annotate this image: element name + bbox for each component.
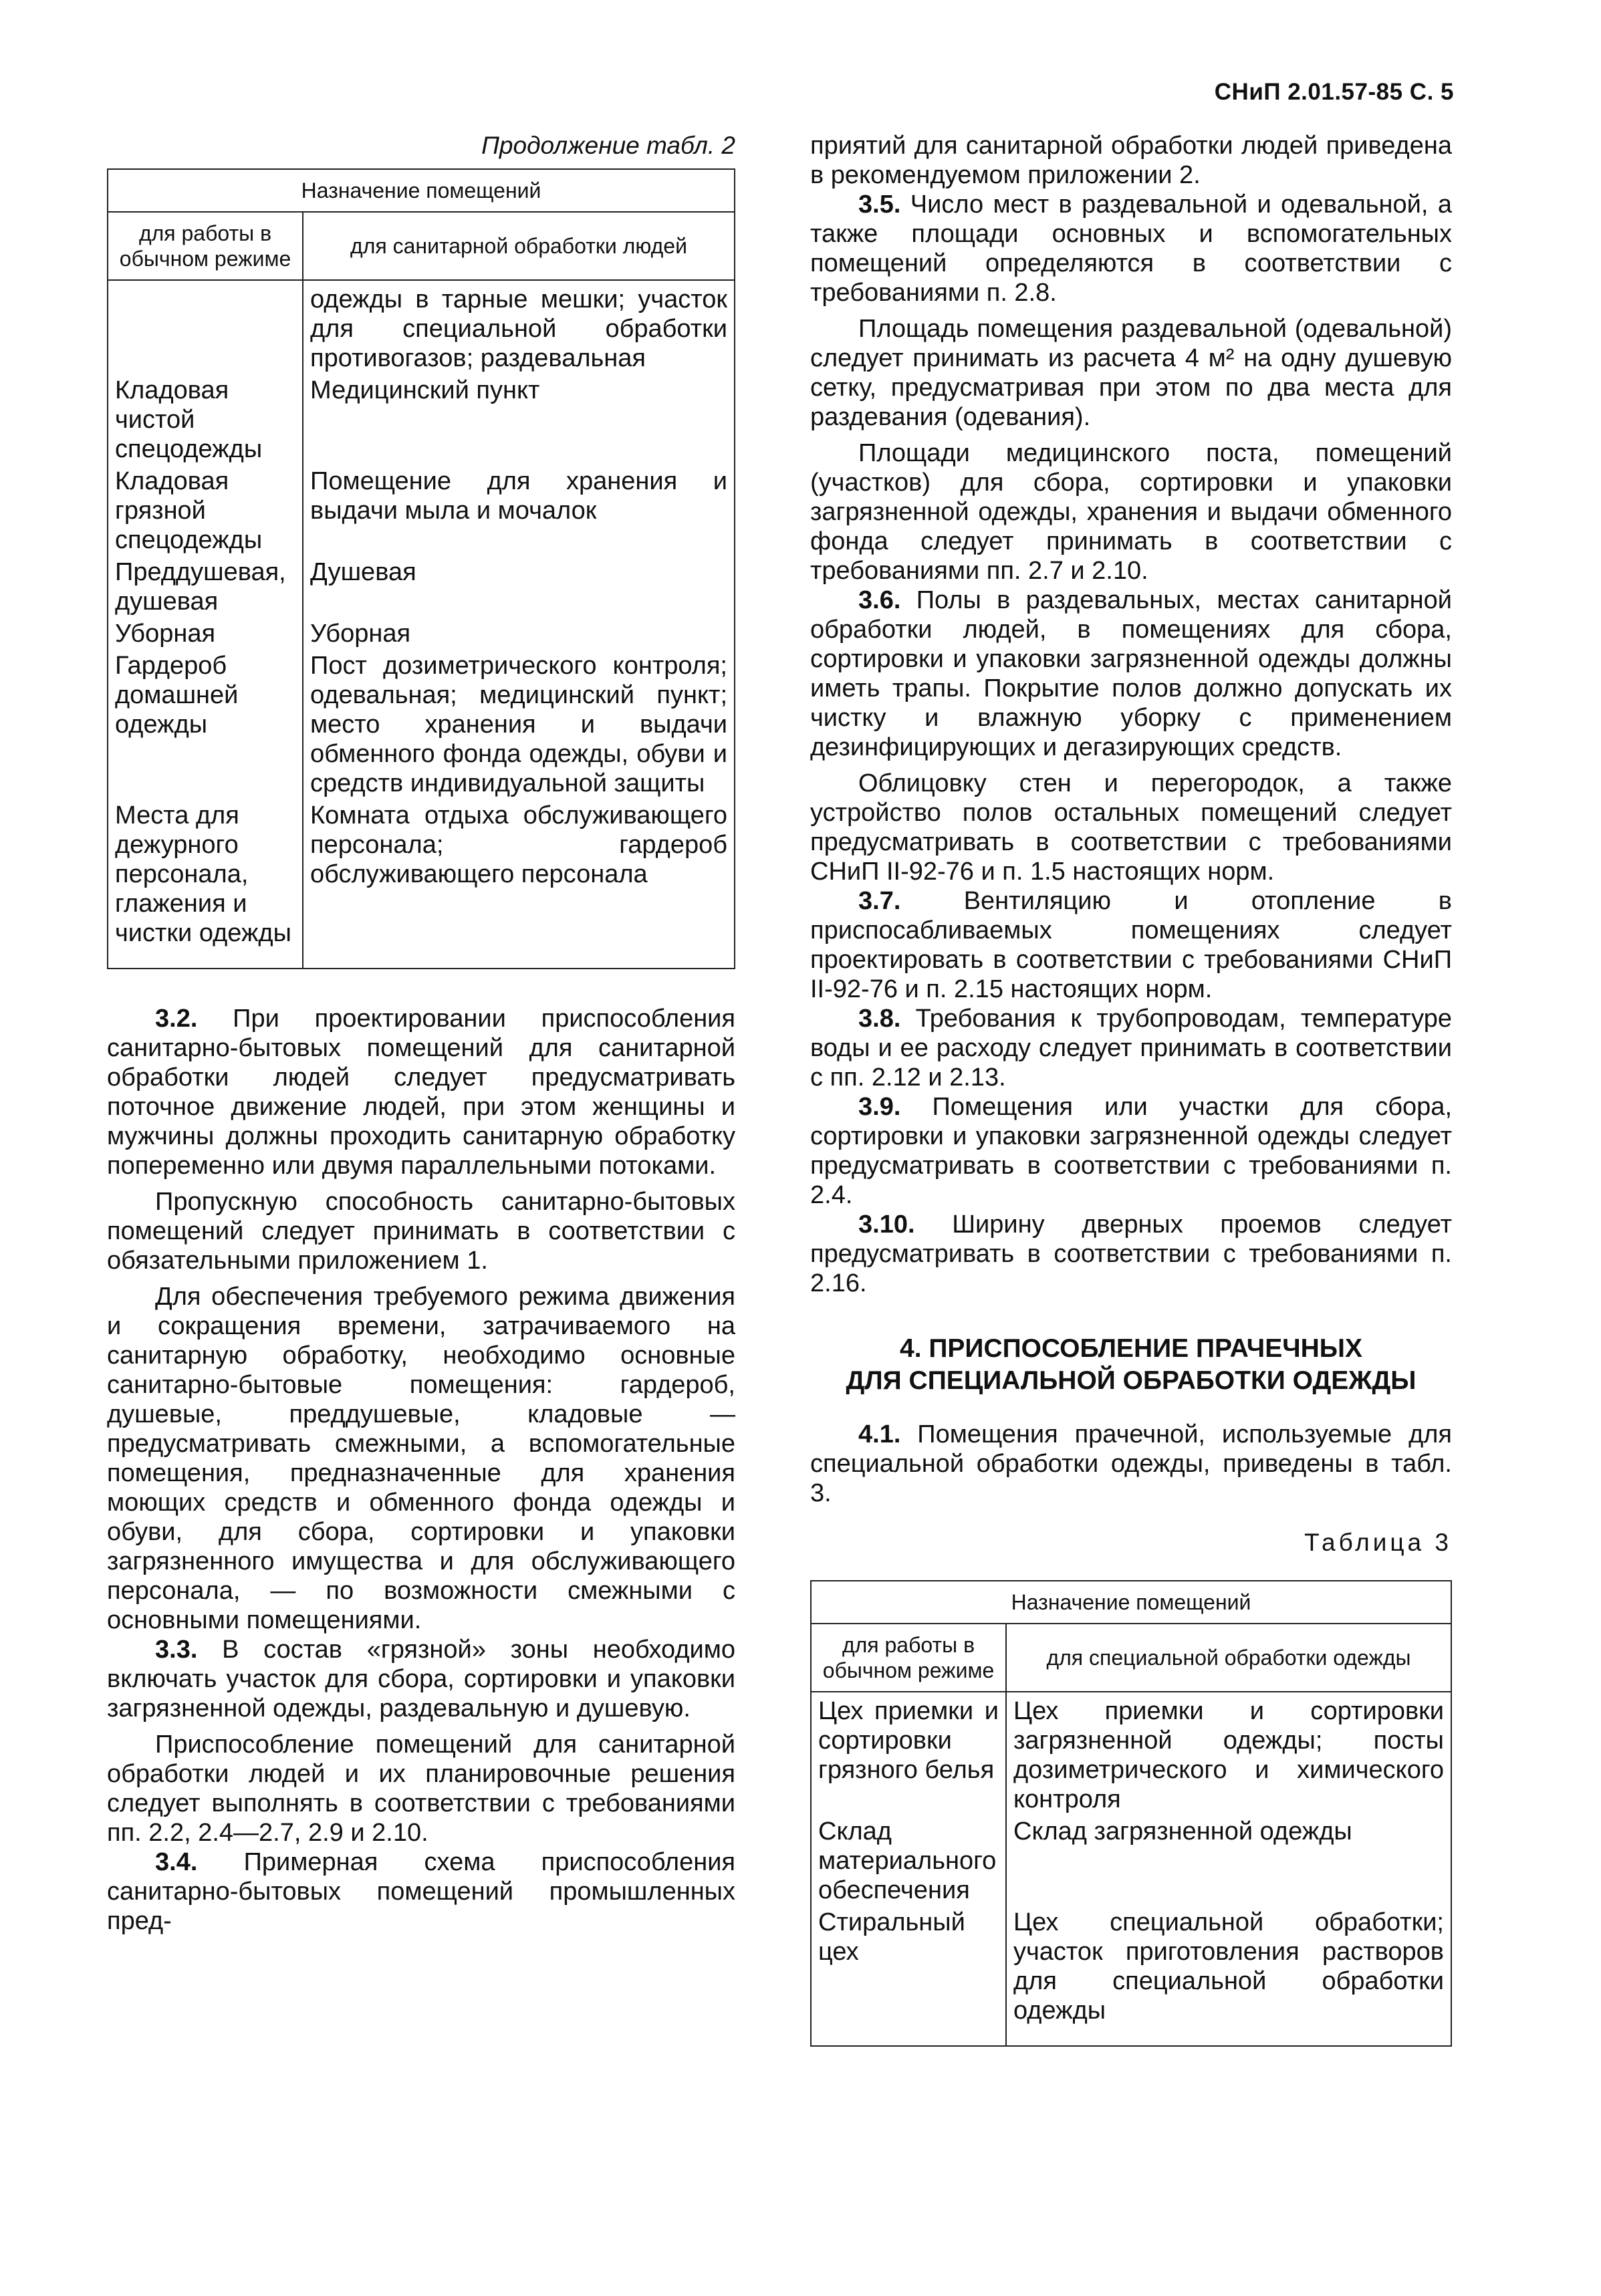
paragraph-text: Для обеспечения требуемого режима движения и сокращения времени, затрачиваемого на санитарную обработку, необходимо основные санитарно-бытовые помещения: гардероб, душевые, преддушевые, кладовые — предусматривать смежными, а вспомогательные помещения, предназначенные для хранения моющих средств и обменного фонда одежды и обуви, для сбора, сортировки и упаковки загрязненного имущества и для обслуживающего персонала, — по возможности смежными с основными помещениями. [107,1283,735,1634]
paragraph-number: 3.5. [858,190,901,219]
paragraph-number: 4.1. [858,1420,901,1448]
paragraph-3-4 [107,1847,735,1936]
paragraph-number: 3.8. [858,1005,901,1033]
paragraph-text: В состав «грязной» зоны необходимо включать участок для сбора, сортировки и упаковки загрязненной одежды, раздевальную и душевую. [107,1636,735,1723]
table-cell: Кладовая грязной спецодежды [108,465,303,556]
paragraph-text: Полы в раздевальных, местах санитарной обработки людей, в помещениях для сбора, сортировки и упаковки загрязненной одежды должны иметь трапы. Покрытие полов должно допускать их чистку и влажную уборку с применением дезинфицирующих и дегазирующих средств. [810,586,1452,761]
paragraph-text: Облицовку стен и перегородок, а также устройство полов остальных помещений следует предусматривать в соответствии с требованиями СНиП II-92-76 и п. 1.5 настоящих норм. [810,769,1452,886]
table-row [108,280,735,374]
table2-col1-header: для работы в обычном режиме [108,212,303,280]
table-cell: Помещение для хранения и выдачи мыла и мочалок [303,465,735,556]
paragraph-text: Число мест в раздевальной и одевальной, а также площади основных и вспомогательных помещений определяются в соответствии с требованиями п. 2.8. [810,190,1452,307]
paragraph-3-9 [810,1092,1452,1210]
table-row [811,1906,1451,2046]
paragraph-text: Помещения или участки для сбора, сортировки и упаковки загрязненной одежды следует предусматривать в соответствии с требованиями п. 2.4. [810,1093,1452,1209]
continued-paragraph: приятий для санитарной обработки людей приведена в рекомендуемом приложении 2. [810,132,1452,189]
table-row [811,1815,1451,1906]
table-cell: Места для дежурного персонала, глажения и чистки одежды [108,799,303,969]
table-2 [107,168,735,969]
paragraph-text: Помещения прачечной, используемые для специальной обработки одежды, приведены в табл. 3. [810,1420,1452,1507]
table-cell: Уборная [303,618,735,650]
page-header: СНиП 2.01.57-85 С. 5 [1214,79,1454,105]
paragraph-3-3 [107,1635,735,1723]
paragraph-3-2 [107,1004,735,1180]
paragraph-3-10 [810,1210,1452,1298]
table-cell: Комната отдыха обслуживающего персонала; гардероб обслуживающего персонала [303,799,735,969]
table-row [108,556,735,618]
table-row [811,1692,1451,1815]
paragraph [810,438,1452,586]
table-cell: Цех приемки и сортировки грязного белья [811,1692,1006,1815]
table-3 [810,1580,1452,2047]
table-cell: Душевая [303,556,735,618]
paragraph-text: При проектировании приспособления санитарно-бытовых помещений для санитарной обработки людей следует предусматривать поточное движение людей, при этом женщины и мужчины должны проходить санитарную обработку попеременно или двумя параллельными потоками. [107,1005,735,1180]
paragraph-3-8 [810,1004,1452,1092]
table3-head: Назначение помещений [811,1581,1451,1624]
table3-caption: Таблица 3 [1304,1529,1452,1556]
table-cell [108,280,303,374]
table-row [108,374,735,465]
paragraph-text: Вентиляцию и отопление в приспосабливаемых помещениях следует проектировать в соответствии с требованиями СНиП II-92-76 и п. 2.15 настоящих норм. [810,887,1452,1003]
table-row [108,799,735,969]
paragraph-3-7 [810,886,1452,1004]
paragraph [107,1730,735,1847]
table3-col1-header: для работы в обычном режиме [811,1624,1006,1692]
left-text [107,1004,735,1936]
paragraph-text: Пропускную способность санитарно-бытовых помещений следует принимать в соответствии с обязательными приложением 1. [107,1188,735,1275]
table2-caption: Продолжение табл. 2 [481,132,735,159]
paragraph-3-5 [810,190,1452,307]
table-row [108,465,735,556]
table-cell: Кладовая чистой спецодежды [108,374,303,465]
paragraph-number: 3.2. [155,1005,198,1033]
left-column [107,131,735,1936]
paragraph-number: 3.3. [155,1636,198,1664]
table-cell: Стиральный цех [811,1906,1006,2046]
table-cell: Цех специальной обработки; участок приготовления растворов для специальной обработки одежды [1006,1906,1451,2046]
table-cell: Медицинский пункт [303,374,735,465]
paragraph-number: 3.9. [858,1093,901,1121]
right-column [810,131,1452,2047]
paragraph-number: 3.6. [858,586,901,614]
table-row [108,650,735,799]
paragraph-text: Площадь помещения раздевальной (одевальной) следует принимать из расчета 4 м² на одну душевую сетку, предусматривая при этом по два места для раздевания (одевания). [810,315,1452,431]
table3-col2-header: для специальной обработки одежды [1006,1624,1451,1692]
paragraph-text: Ширину дверных проемов следует предусматривать в соответствии с требованиями п. 2.16. [810,1210,1452,1297]
paragraph [107,1282,735,1635]
table-cell: одежды в тарные мешки; участок для специальной обработки противогазов; раздевальная [303,280,735,374]
paragraph-3-6 [810,586,1452,762]
paragraph-text: Площади медицинского поста, помещений (участков) для сбора, сортировки и упаковки загрязненной одежды, хранения и выдачи обменного фонда следует принимать в соответствии с требованиями пп. 2.7 и 2.10. [810,439,1452,585]
table-cell: Пост дозиметрического контроля; одевальная; медицинский пункт; место хранения и выдачи обменного фонда одежды, обуви и средств индивидуальной защиты [303,650,735,799]
table2-col2-header: для санитарной обработки людей [303,212,735,280]
table-cell: Уборная [108,618,303,650]
section-4-title [810,1333,1452,1397]
paragraph [810,314,1452,432]
table-cell: Преддушевая, душевая [108,556,303,618]
section-title-line: ДЛЯ СПЕЦИАЛЬНОЙ ОБРАБОТКИ ОДЕЖДЫ [846,1366,1417,1395]
paragraph [107,1187,735,1275]
paragraph-4-1 [810,1420,1452,1508]
paragraph-number: 3.7. [858,887,901,915]
table-cell: Склад материального обеспечения [811,1815,1006,1906]
table-cell: Склад загрязненной одежды [1006,1815,1451,1906]
paragraph [810,769,1452,886]
table-cell: Цех приемки и сортировки загрязненной одежды; посты дозиметрического и химического контроля [1006,1692,1451,1815]
table-cell: Гардероб домашней одежды [108,650,303,799]
paragraph-number: 3.10. [858,1210,915,1239]
paragraph-text: Приспособление помещений для санитарной обработки людей и их планировочные решения следует выполнять в соответствии с требованиями пп. 2.2, 2.4—2.7, 2.9 и 2.10. [107,1731,735,1847]
paragraph-text: Требования к трубопроводам, температуре воды и ее расходу следует принимать в соответствии с пп. 2.12 и 2.13. [810,1005,1452,1092]
paragraph-number: 3.4. [155,1848,198,1876]
table-row [108,618,735,650]
section-title-line: 4. ПРИСПОСОБЛЕНИЕ ПРАЧЕЧНЫХ [900,1334,1362,1363]
paragraph-text: Примерная схема приспособления санитарно-бытовых помещений промышленных пред- [107,1848,735,1935]
table2-head: Назначение помещений [108,169,735,212]
